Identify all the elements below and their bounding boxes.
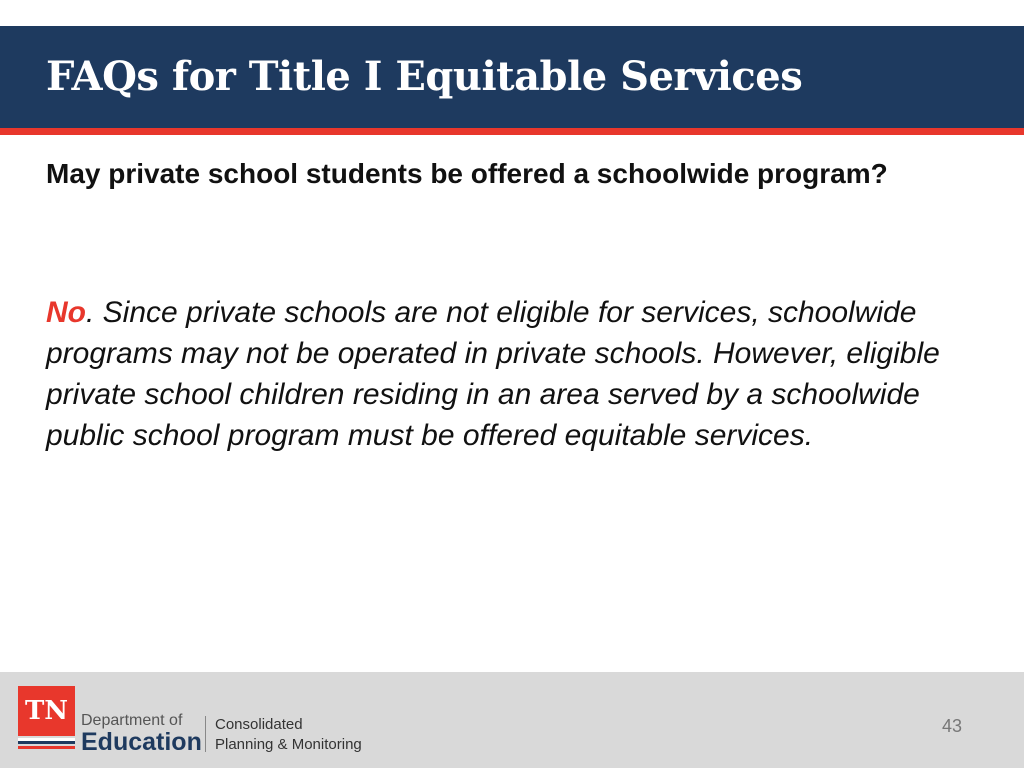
- header-accent-line: [0, 128, 1024, 135]
- faq-answer: [46, 292, 1006, 456]
- page-number: 43: [941, 716, 962, 736]
- faq-question: May private school students be offered a schoolwide program?: [46, 158, 888, 189]
- slide-title: FAQs for Title I Equitable Services: [46, 53, 803, 100]
- logo-divider: [205, 716, 206, 752]
- office-name-line2: Planning & Monitoring: [215, 736, 362, 753]
- logo-stripe-blue: [18, 741, 75, 744]
- answer-body: . Since private schools are not eligible for services, schoolwide programs may not be operated in private schools. However, eligible private school children residing in an area served by a schoolwide public school program must be offered equitable services.: [46, 296, 940, 452]
- tn-department-logo: [18, 686, 378, 754]
- tn-logo-mark: TN: [18, 686, 75, 736]
- logo-stripe-red: [18, 746, 75, 749]
- office-name-line1: Consolidated: [215, 716, 303, 733]
- answer-lead: No: [46, 296, 86, 329]
- education-label: Education: [81, 728, 202, 756]
- department-label: Department of: [81, 712, 183, 729]
